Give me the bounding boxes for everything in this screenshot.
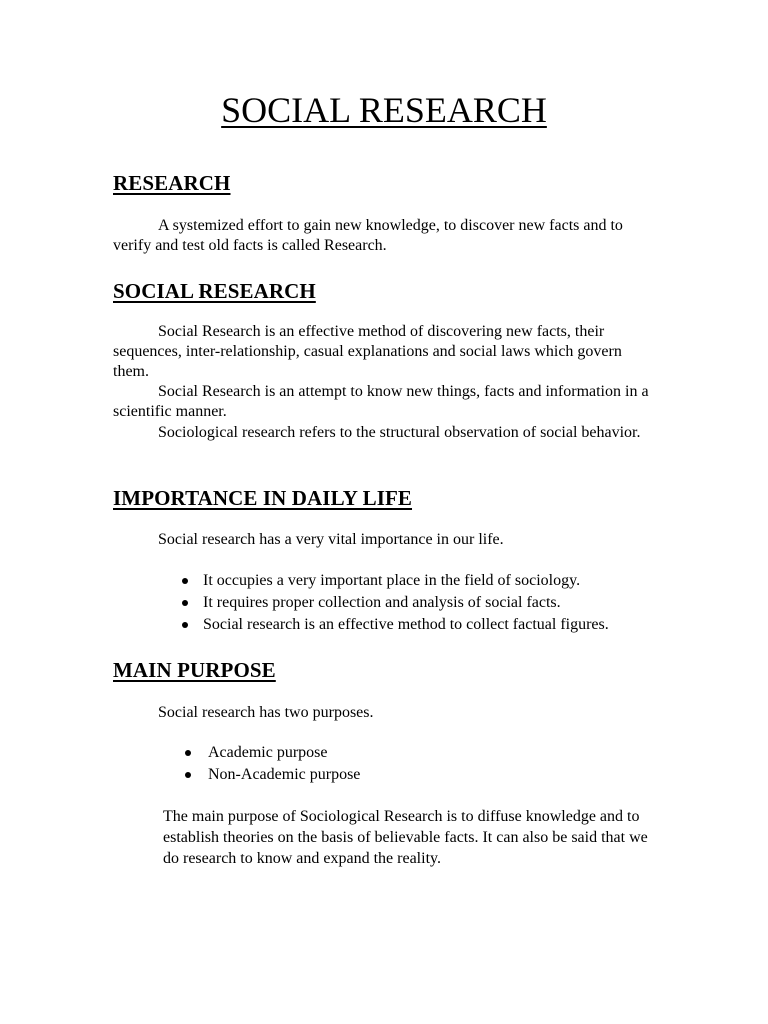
main-purpose-intro: Social research has two purposes. xyxy=(158,704,374,721)
social-research-paragraph-3-text: Sociological research refers to the structural observation of social behavior. xyxy=(158,424,641,441)
section-heading-main-purpose: MAIN PURPOSE xyxy=(113,658,276,682)
bullet-icon xyxy=(182,600,188,606)
list-item xyxy=(158,570,609,592)
social-research-paragraph-1-text: Social Research is an effective method of discovering new facts, their sequences, inter-relationship, casual explanations and social laws which govern them. xyxy=(113,323,622,380)
list-item xyxy=(158,742,360,764)
main-purpose-conclusion: The main purpose of Sociological Research is to diffuse knowledge and to establish theories on the basis of believable facts. It can also be said that we do research to know and expand the reality. xyxy=(163,808,648,867)
importance-bullet-list xyxy=(158,570,609,636)
bullet-icon xyxy=(185,772,191,778)
social-research-paragraph-1 xyxy=(113,322,658,382)
list-item xyxy=(158,614,609,636)
list-item xyxy=(158,592,609,614)
page-title: SOCIAL RESEARCH xyxy=(221,90,547,130)
social-research-paragraph-3 xyxy=(113,423,658,443)
list-item-text: It occupies a very important place in the field of sociology. xyxy=(203,572,581,589)
section-heading-importance: IMPORTANCE IN DAILY LIFE xyxy=(113,486,413,510)
section-heading-research: RESEARCH xyxy=(113,171,231,195)
list-item-text: Academic purpose xyxy=(208,744,328,761)
bullet-icon xyxy=(182,578,188,584)
bullet-icon xyxy=(182,622,188,628)
social-research-paragraph-2-text: Social Research is an attempt to know new things, facts and information in a scientific manner. xyxy=(113,383,649,420)
research-definition-paragraph xyxy=(113,216,658,256)
section-heading-social-research: SOCIAL RESEARCH xyxy=(113,279,316,303)
research-definition-text: A systemized effort to gain new knowledge, to discover new facts and to verify and test old facts is called Research. xyxy=(113,217,623,254)
list-item-text: Social research is an effective method to collect factual figures. xyxy=(203,616,609,633)
importance-intro: Social research has a very vital importance in our life. xyxy=(158,531,504,548)
purpose-bullet-list xyxy=(158,742,360,786)
list-item xyxy=(158,764,360,786)
bullet-icon xyxy=(185,750,191,756)
list-item-text: It requires proper collection and analysis of social facts. xyxy=(203,594,561,611)
social-research-paragraph-2 xyxy=(113,382,658,422)
list-item-text: Non-Academic purpose xyxy=(208,766,361,783)
